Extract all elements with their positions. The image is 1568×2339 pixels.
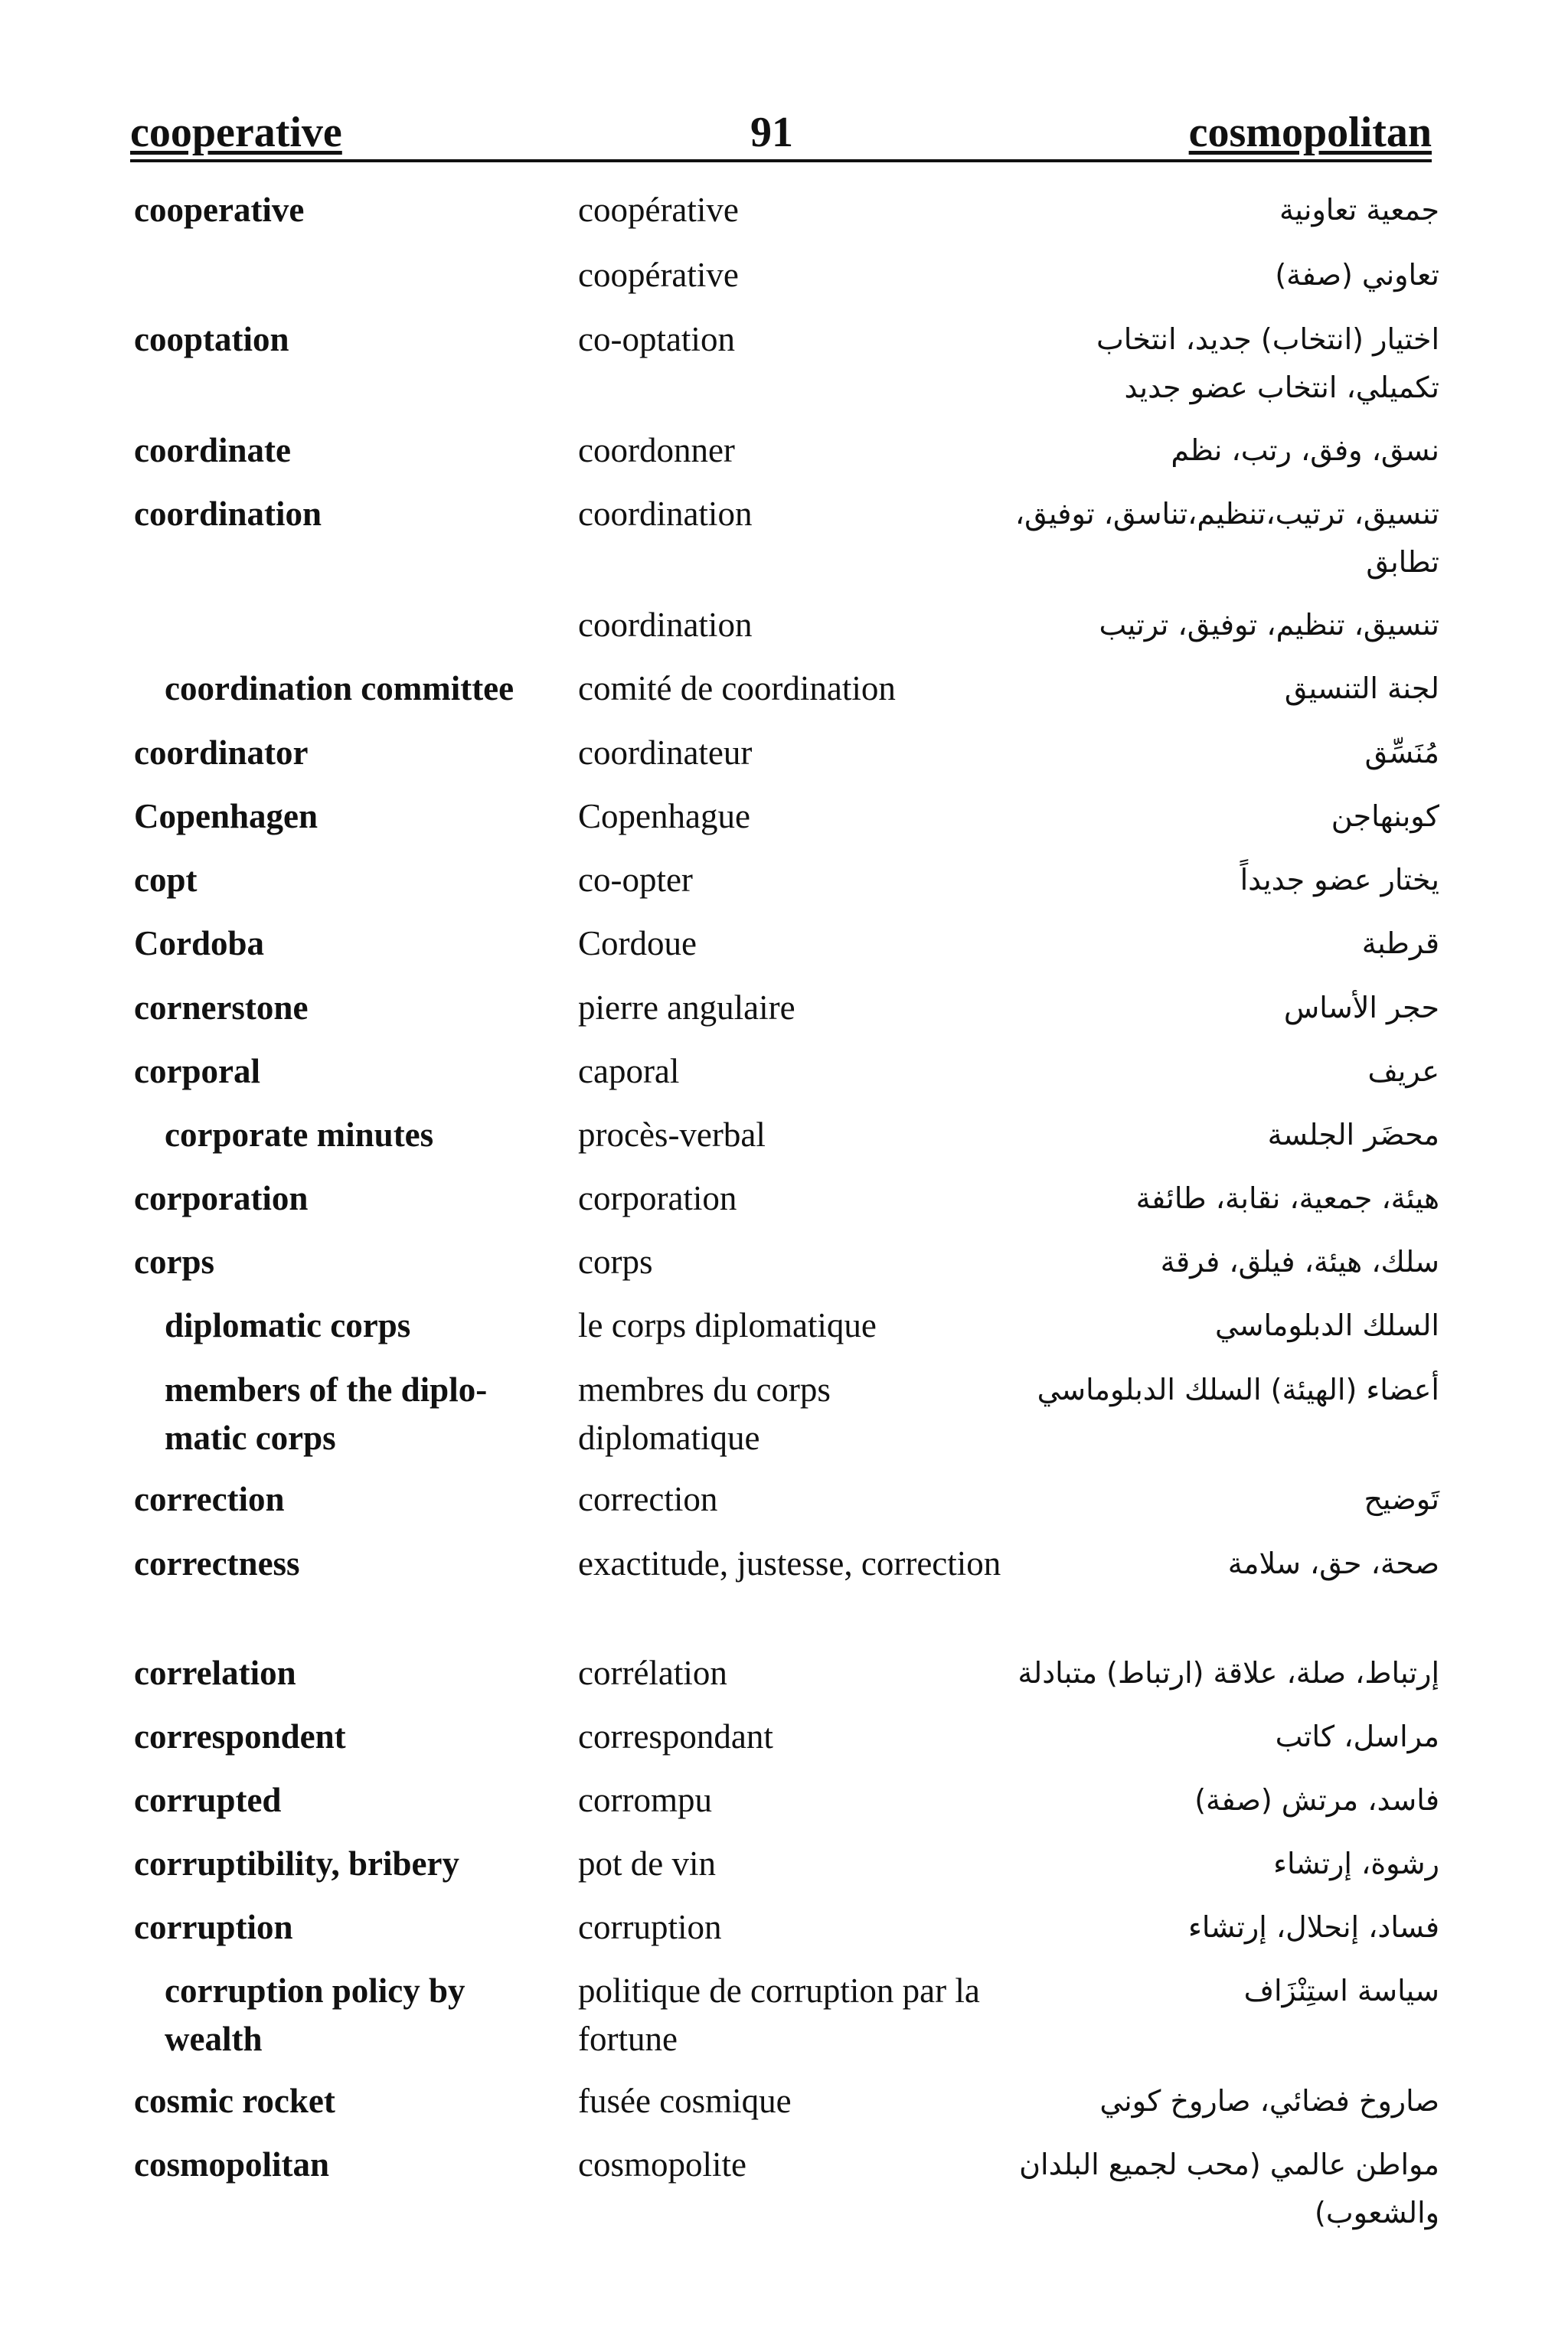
english-term: coordination: [134, 495, 322, 533]
arabic-translation: تنسيق، تنظيم، توفيق، ترتيب: [1099, 608, 1439, 642]
arabic-translation: جمعية تعاونية: [1279, 193, 1439, 227]
arabic-translation: مراسل، كاتب: [1275, 1720, 1439, 1753]
arabic-translation: فساد، إنحلال، إرتشاء: [1187, 1910, 1439, 1944]
arabic-translation: قرطبة: [1361, 926, 1439, 960]
french-translation: cosmopolite: [578, 2145, 746, 2184]
french-translation: coordinateur: [578, 733, 753, 772]
french-translation: Cordoue: [578, 924, 697, 962]
french-translation: corporation: [578, 1179, 737, 1217]
french-translation: corrélation: [578, 1654, 727, 1692]
arabic-translation: أعضاء (الهيئة) السلك الدبلوماسي: [1037, 1373, 1439, 1406]
english-term: correspondent: [134, 1717, 346, 1756]
french-translation: corrompu: [578, 1781, 712, 1819]
french-translation: coordination: [578, 495, 753, 533]
header-last-headword: cosmopolitan: [1188, 109, 1432, 156]
french-translation: membres du corps diplomatique: [578, 1370, 831, 1457]
french-translation: le corps diplomatique: [578, 1306, 877, 1344]
french-translation: correspondant: [578, 1717, 773, 1756]
english-term: coordinate: [134, 431, 291, 469]
arabic-translation: صاروخ فضائي، صاروخ كوني: [1099, 2084, 1439, 2118]
arabic-translation: سياسة استِنْزَاف: [1243, 1974, 1439, 2007]
french-translation: comité de coordination: [578, 669, 896, 707]
arabic-translation: هيئة، جمعية، نقابة، طائفة: [1135, 1181, 1439, 1215]
french-translation: coordination: [578, 606, 753, 644]
arabic-translation: كوبنهاجن: [1331, 799, 1439, 833]
header-first-headword: cooperative: [130, 109, 342, 156]
arabic-translation: محضَر الجلسة: [1267, 1118, 1439, 1152]
english-term: corporal: [134, 1052, 260, 1090]
english-term: diplomatic corps: [165, 1306, 411, 1344]
french-translation: coopérative: [578, 256, 739, 294]
english-term: Cordoba: [134, 924, 265, 962]
arabic-translation: نسق، وفق، رتب، نظم: [1171, 433, 1439, 467]
english-term: corporation: [134, 1179, 309, 1217]
english-term: cosmopolitan: [134, 2145, 330, 2184]
english-term: correction: [134, 1480, 285, 1518]
french-translation: co-opter: [578, 861, 693, 899]
french-translation: pot de vin: [578, 1844, 716, 1883]
arabic-translation: السلك الدبلوماسي: [1214, 1308, 1439, 1342]
english-term: cooperative: [134, 191, 305, 229]
english-term: corruptibility, bribery: [134, 1844, 459, 1883]
page-number: 91: [750, 109, 793, 156]
english-term: cosmic rocket: [134, 2082, 335, 2120]
french-translation: coopérative: [578, 191, 739, 229]
french-translation: corruption: [578, 1908, 722, 1946]
arabic-translation: تعاوني (صفة): [1275, 258, 1439, 292]
arabic-translation: مواطن عالمي (محب لجميع البلدان والشعوب): [1019, 2148, 1439, 2230]
french-translation: correction: [578, 1480, 718, 1518]
arabic-translation: حجر الأساس: [1283, 991, 1439, 1024]
arabic-translation: تنسيق، ترتيب،تنظيم،تناسق، توفيق، تطابق: [1014, 497, 1439, 579]
french-translation: procès-verbal: [578, 1116, 766, 1154]
english-term: coordination committee: [165, 669, 514, 707]
french-translation: co-optation: [578, 320, 735, 358]
french-translation: caporal: [578, 1052, 680, 1090]
arabic-translation: فاسد، مرتش (صفة): [1194, 1783, 1439, 1817]
english-term: corrupted: [134, 1781, 282, 1819]
english-term: cornerstone: [134, 988, 309, 1027]
english-term: corruption policy by wealth: [165, 1971, 466, 2058]
french-translation: pierre angulaire: [578, 988, 795, 1027]
arabic-translation: اختيار (انتخاب) جديد، انتخاب تكميلي، انتخاب عضو جديد: [1096, 322, 1439, 404]
arabic-translation: يختار عضو جديداً: [1240, 863, 1439, 897]
arabic-translation: مُنَسِّق: [1364, 736, 1439, 769]
arabic-translation: سلك، هيئة، فيلق، فرقة: [1160, 1245, 1439, 1279]
french-translation: fusée cosmique: [578, 2082, 792, 2120]
english-term: cooptation: [134, 320, 289, 358]
arabic-translation: صحة، حق، سلامة: [1227, 1547, 1439, 1580]
english-term: corruption: [134, 1908, 293, 1946]
english-term: members of the diplo-matic corps: [165, 1370, 488, 1457]
english-term: correlation: [134, 1654, 296, 1692]
english-term: corporate minutes: [165, 1116, 434, 1154]
english-term: coordinator: [134, 733, 309, 772]
arabic-translation: تَوضيح: [1364, 1482, 1439, 1516]
english-term: copt: [134, 861, 198, 899]
arabic-translation: عريف: [1367, 1054, 1439, 1088]
french-translation: Copenhague: [578, 797, 750, 835]
english-term: corps: [134, 1243, 214, 1281]
arabic-translation: رشوة، إرتشاء: [1273, 1847, 1439, 1880]
arabic-translation: لجنة التنسيق: [1284, 671, 1439, 705]
french-translation: corps: [578, 1243, 653, 1281]
english-term: correctness: [134, 1544, 300, 1583]
french-translation: coordonner: [578, 431, 735, 469]
arabic-translation: إرتباط، صلة، علاقة (ارتباط) متبادلة: [1018, 1656, 1439, 1690]
french-translation: politique de corruption par la fortune: [578, 1971, 980, 2058]
english-term: Copenhagen: [134, 797, 318, 835]
french-translation: exactitude, justesse, correction: [578, 1544, 1001, 1583]
